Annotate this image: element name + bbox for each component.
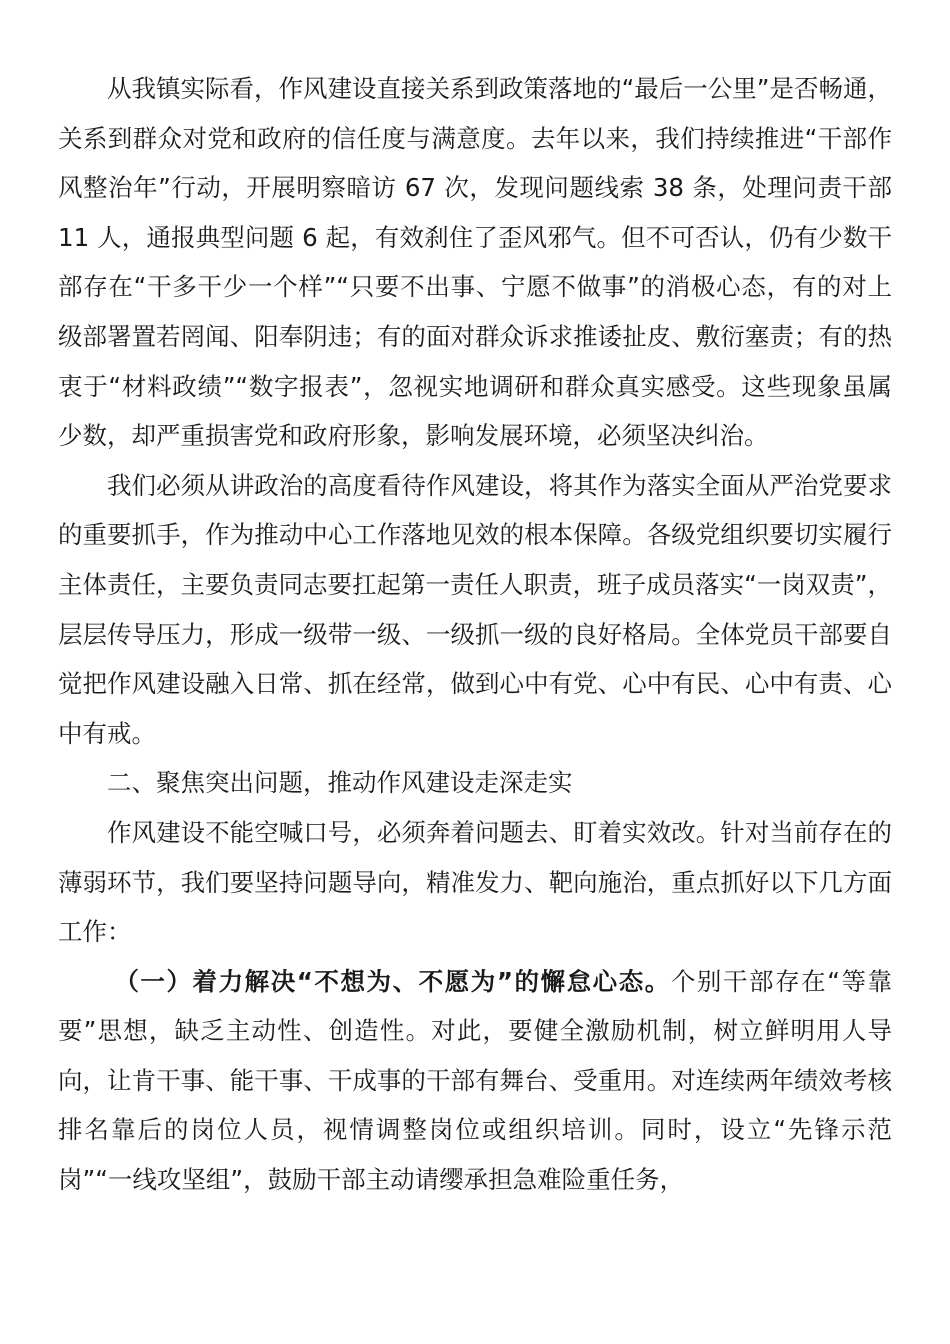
document-page (58, 64, 892, 1205)
section-intro: 作风建设不能空喊口号，必须奔着问题去、盯着实效改。针对当前存在的薄弱环节，我们要坚持问题导向，精准发力、靶向施治，重点抓好以下几方面工作： (58, 817, 892, 947)
paragraph-political-height: 我们必须从讲政治的高度看待作风建设，将其作为落实全面从严治党要求的重要抓手，作为推动中心工作落地见效的根本保障。各级党组织要切实履行主体责任，主要负责同志要扛起第一责任人职责，班子成员落实“一岗双责”，层层传导压力，形成一级带一级、一级抓一级的良好格局。全体党员干部要自觉把作风建设融入日常、抓在经常，做到心中有党、心中有民、心中有责、心中有戒。 (58, 470, 892, 748)
paragraph-situation: 从我镇实际看，作风建设直接关系到政策落地的“最后一公里”是否畅通，关系到群众对党和政府的信任度与满意度。去年以来，我们持续推进“干部作风整治年”行动，开展明察暗访 67 次，发现问题线索 38 条，处理问责干部 11 人，通报典型问题 6 起，有效刹住了歪风邪气。但不可否认，仍有少数干部存在“干多干少一个样”“只要不出事、宁愿不做事”的消极心态，有的对上级部署置若罔闻、阳奉阴违；有的面对群众诉求推诿扯皮、敷衍塞责；有的热衷于“材料政绩”“数字报表”，忽视实地调研和群众真实感受。这些现象虽属少数，却严重损害党和政府形象，影响发展环境，必须坚决纠治。 (58, 74, 892, 451)
item-1-lead: （一）着力解决“不想为、不愿为”的懈怠心态。 (114, 966, 671, 996)
item-1-paragraph (58, 957, 892, 1205)
section-heading: 二、聚焦突出问题，推动作风建设走深走实 (107, 768, 573, 798)
item-1-body: 个别干部存在“等靠要”思想，缺乏主动性、创造性。对此，要健全激励机制，树立鲜明用人导向，让肯干事、能干事、干成事的干部有舞台、受重用。对连续两年绩效考核排名靠后的岗位人员，视情调整岗位或组织培训。同时，设立“先锋示范岗”“一线攻坚组”，鼓励干部主动请缨承担急难险重任务， (58, 966, 893, 1195)
